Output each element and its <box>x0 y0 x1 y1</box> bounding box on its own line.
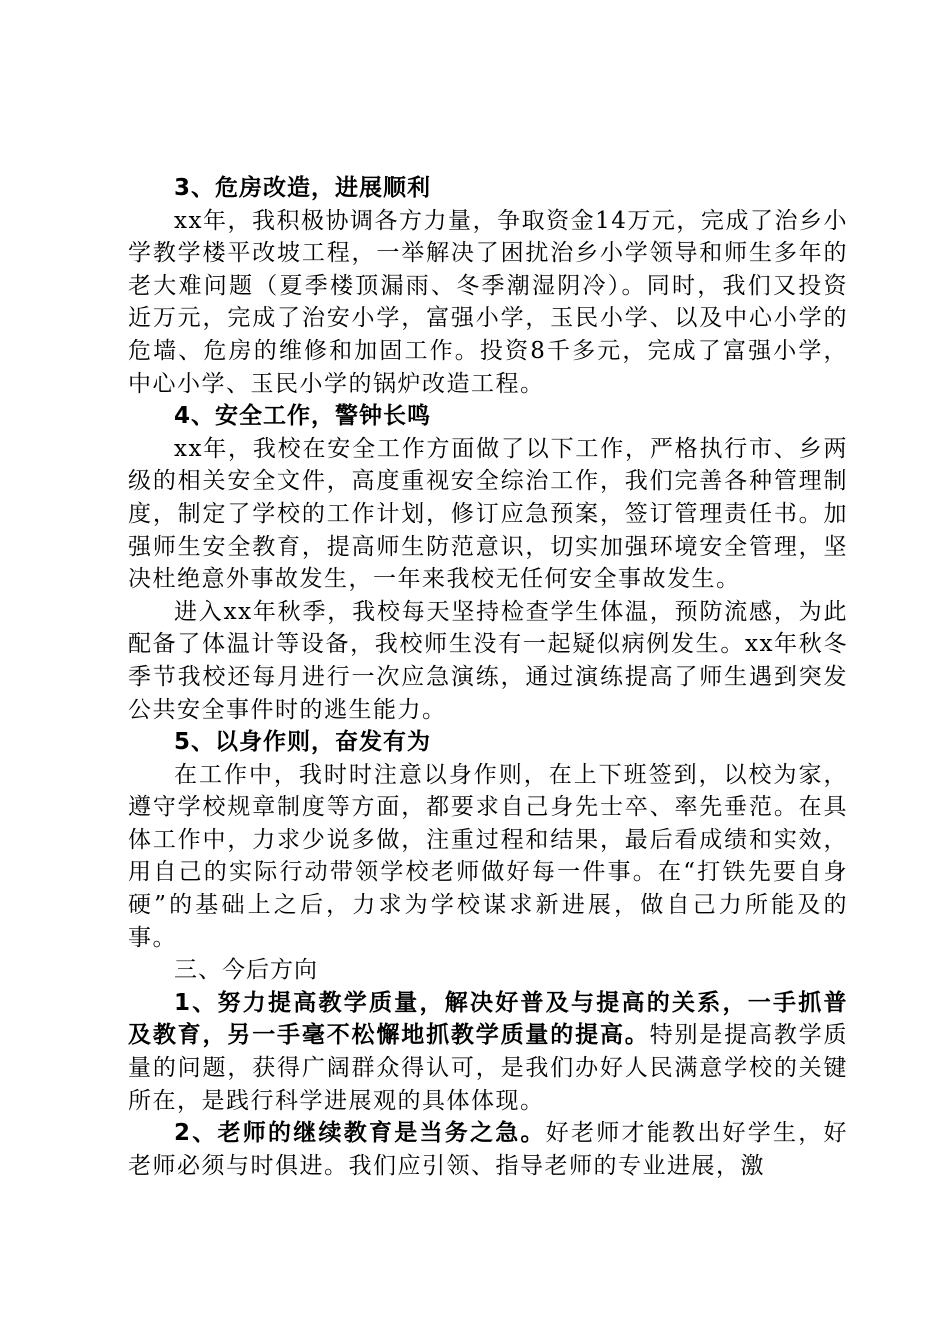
paragraph-renovation: xx年，我积极协调各方力量，争取资金14万元，完成了治乡小学教学楼平改坡工程，一举解决了困扰治乡小学领导和师生多年的老大难问题（夏季楼顶漏雨、冬季潮湿阴冷）。同时，我们又投资近万元，完成了治安小学，富强小学，玉民小学、以及中心小学的危墙、危房的维修和加固工作。投资8千多元，完成了富强小学，中心小学、玉民小学的锅炉改造工程。 <box>128 207 848 397</box>
paragraph-future-2-lead: 2、老师的继续教育是当务之急。 <box>174 1120 546 1147</box>
paragraph-future-1 <box>128 987 848 1117</box>
paragraph-safety-1: xx年，我校在安全工作方面做了以下工作，严格执行市、乡两级的相关安全文件，高度重视安全综治工作，我们完善各种管理制度，制定了学校的工作计划，修订应急预案，签订管理责任书。加强师生安全教育，提高师生防范意识，切实加强环境安全管理，坚决杜绝意外事故发生，一年来我校无任何安全事故发生。 <box>128 435 848 593</box>
paragraph-future-1-lead: 1、努力提高教学质量，解决好普及与提高的关系，一手抓普及教育，另一手毫不松懈地抓教学质量的提高。 <box>128 989 848 1049</box>
paragraph-future-1-rest: 特别是提高教学质量的问题，获得广阔群众得认可，是我们办好人民满意学校的关键所在，是践行科学进展观的具体体现。 <box>128 1022 849 1114</box>
section-heading-safety: 4、安全工作，警钟长鸣 <box>174 403 432 430</box>
paragraph-future-2 <box>128 1117 848 1182</box>
paragraph-safety-2: 进入xx年秋季，我校每天坚持检查学生体温，预防流感，为此配备了体温计等设备，我校师生没有一起疑似病例发生。xx年秋冬季节我校还每月进行一次应急演练，通过演练提高了师生遇到突发公共安全事件时的逃生能力。 <box>128 598 848 723</box>
paragraph-example: 在工作中，我时时注意以身作则，在上下班签到，以校为家，遵守学校规章制度等方面，都要求自己身先士卒、率先垂范。在具体工作中，力求少说多做，注重过程和结果，最后看成绩和实效，用自己的实际行动带领学校老师做好每一件事。在“打铁先要自身硬”的基础上之后，力求为学校谋求新进展，做自己力所能及的事。 <box>128 761 848 951</box>
section-heading-future: 三、今后方向 <box>174 957 318 984</box>
section-heading-example: 5、以身作则，奋发有为 <box>174 729 432 756</box>
document-body <box>128 172 848 1182</box>
paragraph-future-2-rest: 好老师才能教出好学生，好老师必须与时俱进。我们应引领、指导老师的专业进展，激 <box>128 1120 848 1179</box>
section-heading-renovation: 3、危房改造，进展顺利 <box>174 175 432 201</box>
